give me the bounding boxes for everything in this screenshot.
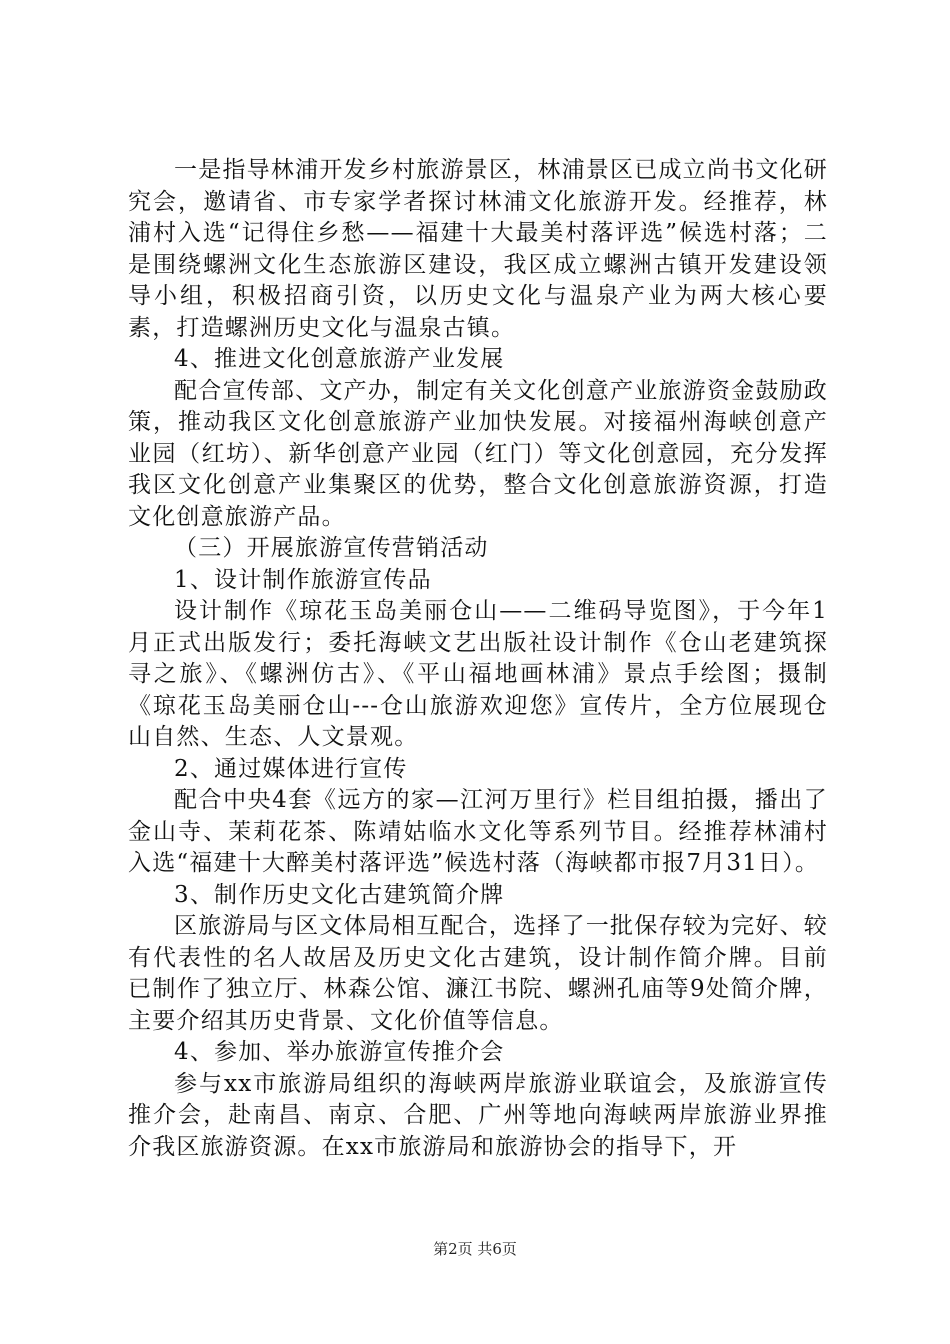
section-heading: （三）开展旅游宣传营销活动	[174, 535, 489, 561]
page-number: 第2页 共6页	[433, 1240, 517, 1258]
document-body	[128, 155, 828, 1163]
body-paragraph: 配合中央4套《远方的家—江河万里行》栏目组拍摄，播出了金山寺、茉莉花茶、陈靖姑临水文化等系列节目。经推荐林浦村入选“福建十大醉美村落评选”候选村落（海峡都市报7月31日）。	[128, 787, 828, 876]
body-paragraph: 区旅游局与区文体局相互配合，选择了一批保存较为完好、较有代表性的名人故居及历史文化古建筑，设计制作简介牌。目前已制作了独立厅、林森公馆、濂江书院、螺洲孔庙等9处简介牌，主要介绍其历史背景、文化价值等信息。	[128, 913, 828, 1034]
body-paragraph: 配合宣传部、文产办，制定有关文化创意产业旅游资金鼓励政策，推动我区文化创意旅游产业加快发展。对接福州海峡创意产业园（红坊）、新华创意产业园（红门）等文化创意园，充分发挥我区文化创意产业集聚区的优势，整合文化创意旅游资源，打造文化创意旅游产品。	[128, 377, 828, 530]
section-heading: 4、推进文化创意旅游产业发展	[174, 346, 505, 372]
subsection-heading: 2、通过媒体进行宣传	[174, 755, 408, 782]
body-paragraph: 一是指导林浦开发乡村旅游景区，林浦景区已成立尚书文化研究会，邀请省、市专家学者探讨林浦文化旅游开发。经推荐，林浦村入选“记得住乡愁——福建十大最美村落评选”候选村落；二是围绕螺洲文化生态旅游区建设，我区成立螺洲古镇开发建设领导小组，积极招商引资，以历史文化与温泉产业为两大核心要素，打造螺洲历史文化与温泉古镇。	[128, 157, 828, 341]
subsection-heading: 3、制作历史文化古建筑简介牌	[174, 881, 505, 908]
body-paragraph: 设计制作《琼花玉岛美丽仓山——二维码导览图》，于今年1月正式出版发行；委托海峡文艺出版社设计制作《仓山老建筑探寻之旅》、《螺洲仿古》、《平山福地画林浦》景点手绘图；摄制《琼花玉岛美丽仓山---仓山旅游欢迎您》宣传片，全方位展现仓山自然、生态、人文景观。	[128, 598, 828, 750]
body-paragraph: 参与xx市旅游局组织的海峡两岸旅游业联谊会，及旅游宣传推介会，赴南昌、南京、合肥、广州等地向海峡两岸旅游业界推介我区旅游资源。在xx市旅游局和旅游协会的指导下，开	[128, 1070, 828, 1160]
subsection-heading: 1、设计制作旅游宣传品	[174, 566, 432, 593]
subsection-heading: 4、参加、举办旅游宣传推介会	[174, 1039, 505, 1065]
